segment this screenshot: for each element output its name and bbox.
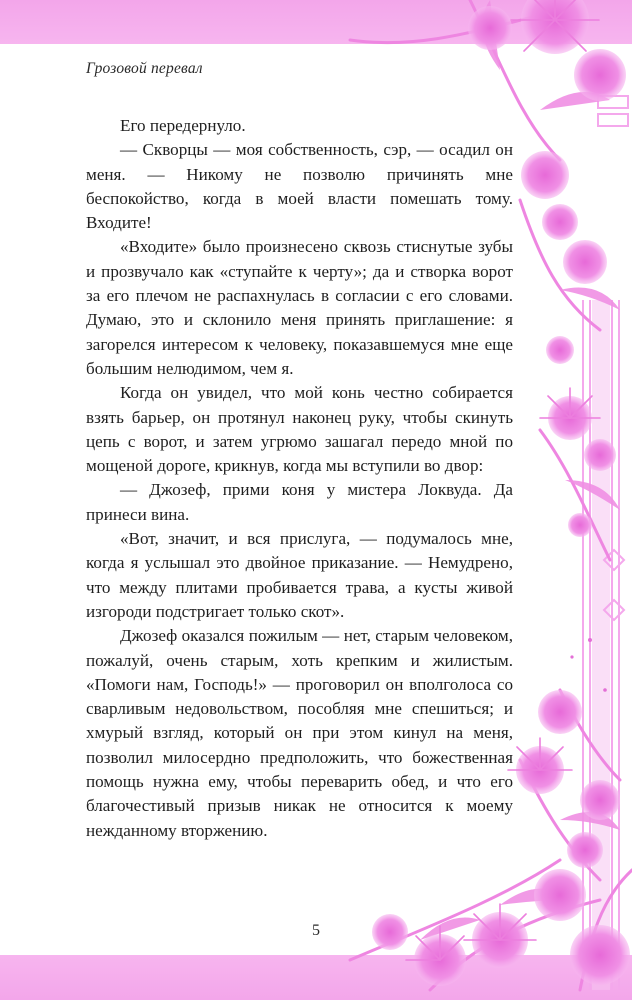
body-text	[86, 114, 513, 843]
paragraph: — Скворцы — моя собственность, сэр, — осадил он меня. — Никому не позволю причинять мне беспокойство, когда в моей власти помешать тому. Входите!	[86, 140, 513, 233]
paragraph: Его передернуло.	[120, 116, 246, 135]
running-head: Грозовой перевал	[86, 60, 203, 77]
page-number: 5	[312, 922, 320, 939]
paragraph: «Вот, значит, и вся прислуга, — подумалось мне, когда я услышал это двойное приказание. — Немудрено, что между плитами пробивается трава, а кусты живой изгороди подстригает только скот».	[86, 529, 513, 621]
paragraph: — Джозеф, прими коня у мистера Локвуда. Да принеси вина.	[86, 480, 513, 524]
top-pink-band	[0, 0, 632, 44]
bottom-pink-band	[0, 955, 632, 1000]
paragraph: Когда он увидел, что мой конь честно собирается взять барьер, он протянул наконец руку, чтобы скинуть цепь с ворот, и затем угрюмо зашагал передо мной по мощеной дороге, крикнув, когда мы вступили во двор:	[86, 383, 513, 476]
paragraph: «Входите» было произнесено сквозь стиснутые зубы и прозвучало как «ступайте к черту»; да и створка ворот за его плечом не распахнулась в согласии с его словами. Думаю, это и склонило меня принять приглашение: я загорелся интересом к человеку, показавшемуся мне еще большим нелюдимом, чем я.	[86, 237, 513, 378]
paragraph: Джозеф оказался пожилым — нет, старым человеком, пожалуй, очень старым, хоть крепким и жилистым. «Помоги нам, Господь!» — проговорил он вполголоса со сварливым недовольством, пособляя мне спешиться; и хмурый взгляд, который он при этом кинул на меня, позволил милосердно предположить, что божественная помощь нужна ему, чтобы переварить обед, и что его благочестивый призыв никак не относится к моему нежданному вторжению.	[86, 626, 513, 840]
